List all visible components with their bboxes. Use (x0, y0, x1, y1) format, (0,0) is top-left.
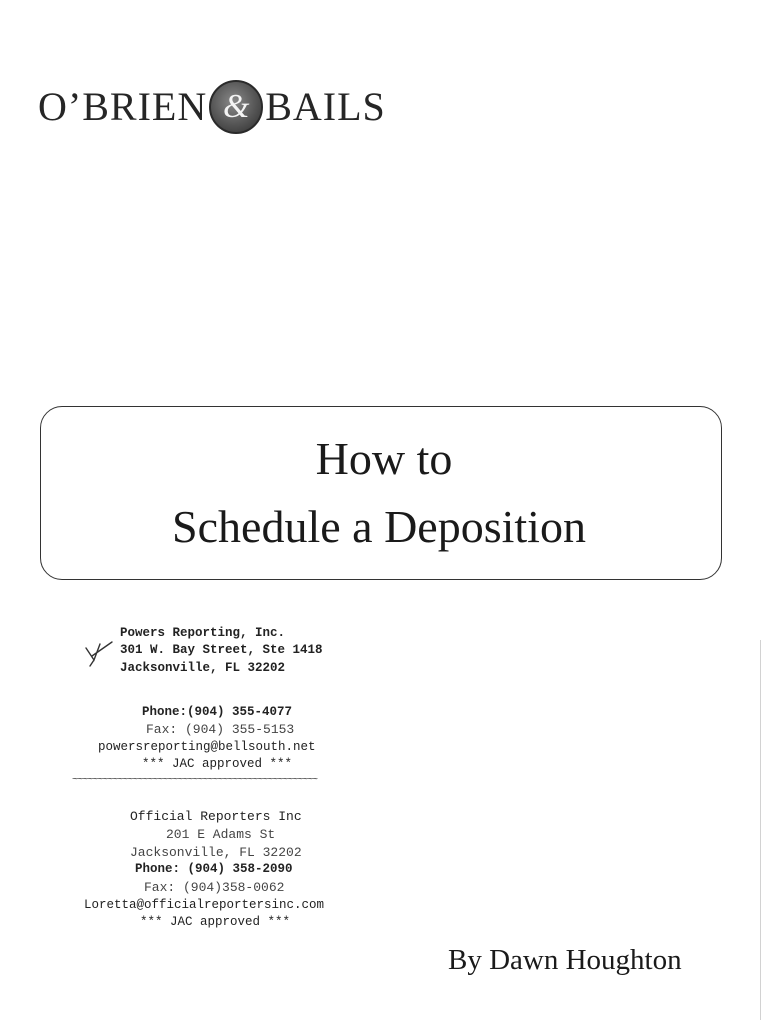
powers-jac-approved: *** JAC approved *** (142, 757, 293, 771)
logo-left-text: O’BRIEN (38, 84, 208, 129)
powers-address: 301 W. Bay Street, Ste 1418 (120, 643, 323, 657)
official-jac-approved: *** JAC approved *** (140, 915, 291, 929)
powers-phone: Phone:(904) 355-4077 (142, 705, 293, 719)
official-fax: Fax: (904)358-0062 (144, 880, 285, 895)
powers-city: Jacksonville, FL 32202 (120, 661, 286, 675)
official-name: Official Reporters Inc (130, 809, 302, 824)
official-email: Loretta@officialreportersinc.com (84, 898, 325, 912)
scan-edge-line (760, 640, 761, 1020)
official-phone: Phone: (904) 358-2090 (135, 862, 293, 876)
official-address: 201 E Adams St (166, 827, 276, 842)
powers-fax: Fax: (904) 355-5153 (146, 722, 295, 737)
logo-ampersand-seal: & (209, 80, 263, 134)
firm-logo (38, 80, 386, 134)
separator-line: ~~~~~~~~~~~~~~~~~~~~~~~~~~~~~~~~~~~~~~~~~~~~~~~~~ (72, 775, 318, 786)
title-line-1: How to (315, 433, 453, 484)
powers-name: Powers Reporting, Inc. (120, 626, 286, 640)
handwritten-check-mark (82, 634, 116, 668)
powers-email: powersreporting@bellsouth.net (98, 740, 316, 754)
author-byline: By Dawn Houghton (448, 944, 682, 976)
title-line-2: Schedule a Deposition (172, 501, 586, 552)
official-city: Jacksonville, FL 32202 (130, 845, 302, 860)
logo-right-text: BAILS (265, 84, 386, 129)
